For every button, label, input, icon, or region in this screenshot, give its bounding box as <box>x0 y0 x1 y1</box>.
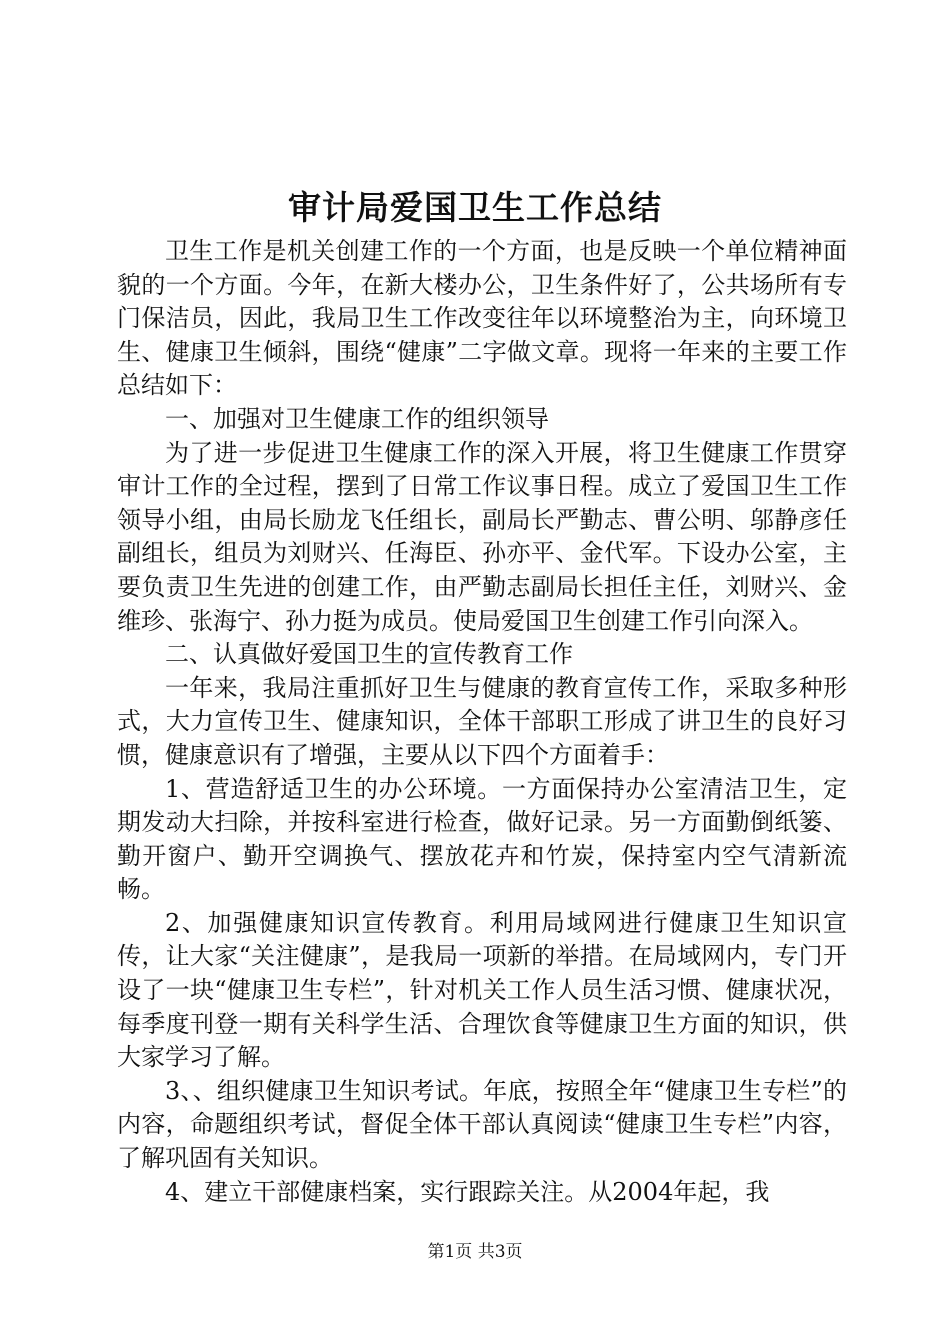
list-item-4: 4、建立干部健康档案，实行跟踪关注。从2004年起，我 <box>165 1177 770 1206</box>
paragraph-organization: 为了进一步促进卫生健康工作的深入开展，将卫生健康工作贯穿审计工作的全过程，摆到了日常工作议事日程。成立了爱国卫生工作领导小组，由局长励龙飞任组长，副局长严勤志、曹公明、邬静彦任副组长，组员为刘财兴、任海臣、孙亦平、金代军。下设办公室，主要负责卫生先进的创建工作，由严勤志副局长担任主任，刘财兴、金维珍、张海宁、孙力挺为成员。使局爱国卫生创建工作引向深入。 <box>117 438 847 635</box>
paragraph-intro: 卫生工作是机关创建工作的一个方面，也是反映一个单位精神面貌的一个方面。今年，在新大楼办公，卫生条件好了，公共场所有专门保洁员，因此，我局卫生工作改变往年以环境整治为主，向环境卫生、健康卫生倾斜，围绕“健康”二字做文章。现将一年来的主要工作总结如下： <box>117 237 847 400</box>
document-body <box>117 235 847 1209</box>
section-heading-1: 一、加强对卫生健康工作的组织领导 <box>165 404 549 433</box>
paragraph-education: 一年来，我局注重抓好卫生与健康的教育宣传工作，采取多种形式，大力宣传卫生、健康知识，全体干部职工形成了讲卫生的良好习惯，健康意识有了增强，主要从以下四个方面着手： <box>117 673 847 769</box>
list-item-3: 3、、组织健康卫生知识考试。年底，按照全年“健康卫生专栏”的内容，命题组织考试，督促全体干部认真阅读“健康卫生专栏”内容，了解巩固有关知识。 <box>117 1076 847 1173</box>
page-footer: 第1页 共3页 <box>427 1242 523 1262</box>
section-heading-2: 二、认真做好爱国卫生的宣传教育工作 <box>165 640 573 669</box>
list-item-1: 1、营造舒适卫生的办公环境。一方面保持办公室清洁卫生，定期发动大扫除，并按科室进行检查，做好记录。另一方面勤倒纸篓、勤开窗户、勤开空调换气、摆放花卉和竹炭，保持室内空气清新流畅。 <box>117 774 847 904</box>
document-title: 审计局爱国卫生工作总结 <box>288 188 662 227</box>
list-item-2: 2、加强健康知识宣传教育。利用局域网进行健康卫生知识宣传，让大家“关注健康”，是我局一项新的举措。在局域网内，专门开设了一块“健康卫生专栏”，针对机关工作人员生活习惯、健康状况，每季度刊登一期有关科学生活、合理饮食等健康卫生方面的知识，供大家学习了解。 <box>117 908 847 1072</box>
